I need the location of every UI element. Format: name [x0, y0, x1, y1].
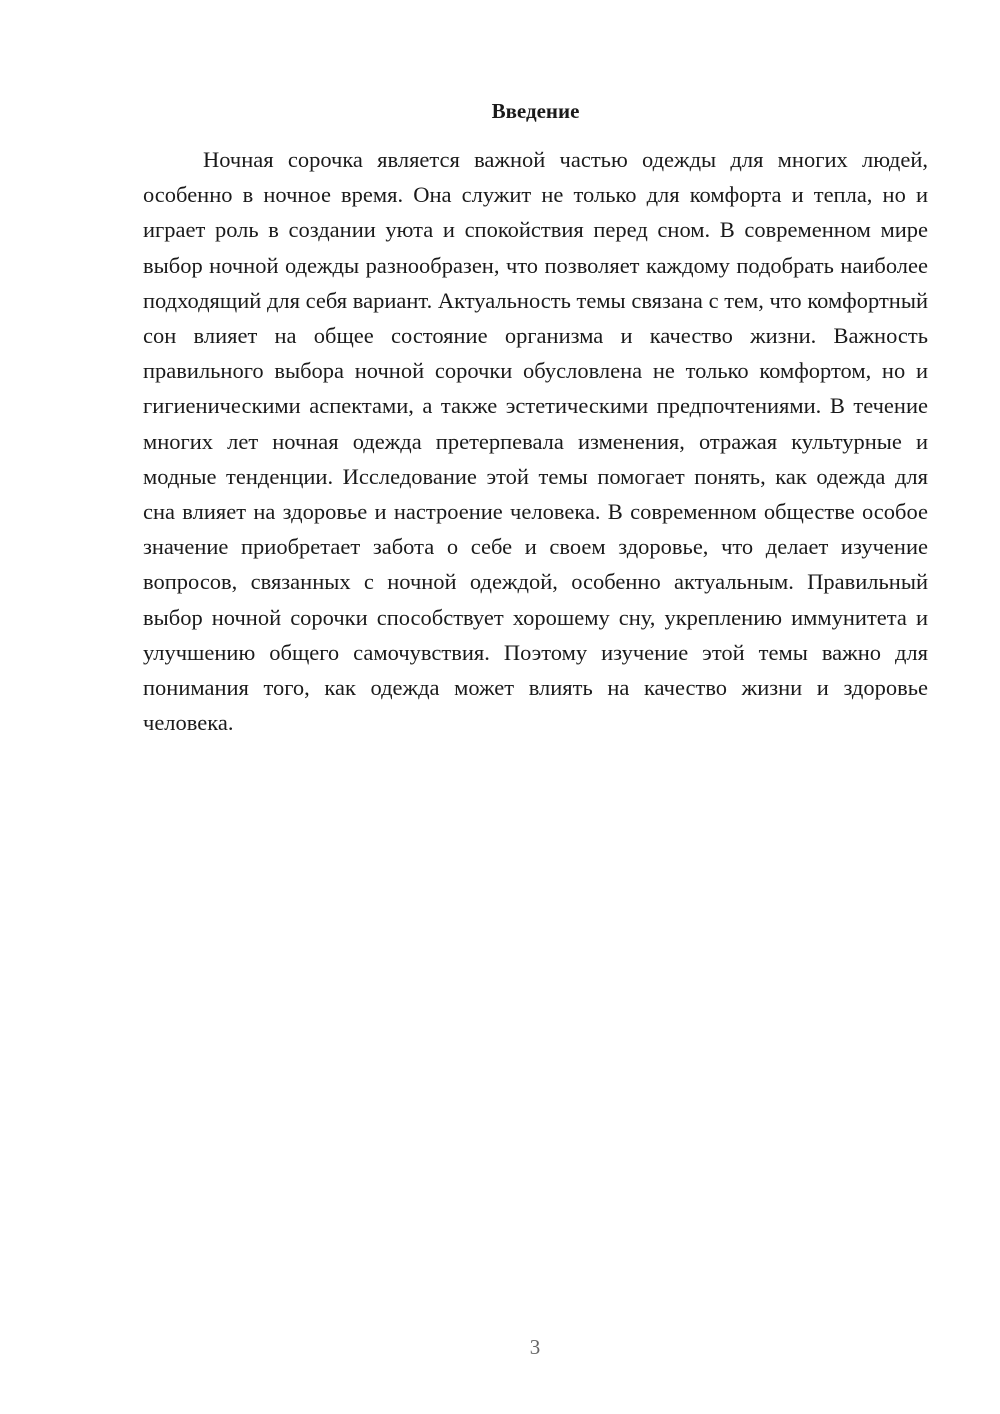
section-heading: Введение [491, 99, 580, 123]
body-paragraph: Ночная сорочка является важной частью одежды для многих людей, особенно в ночное время. Она служит не только для комфорта и тепла, но и играет роль в создании уюта и спокойствия перед сном. В современном мире выбор ночной одежды разнообразен, что позволяет каждому подобрать наиболее подходящий для себя вариант. Актуальность темы связана с тем, что комфортный сон влияет на общее состояние организма и качество жизни. Важность правильного выбора ночной сорочки обусловлена не только комфортом, но и гигиеническими аспектами, а также эстетическими предпочтениями. В течение многих лет ночная одежда претерпевала изменения, отражая культурные и модные тенденции. Исследование этой темы помогает понять, как одежда для сна влияет на здоровье и настроение человека. В современном обществе особое значение приобретает забота о себе и своем здоровье, что делает изучение вопросов, связанных с ночной одеждой, особенно актуальным. Правильный выбор ночной сорочки способствует хорошему сну, укреплению иммунитета и улучшению общего самочувствия. Поэтому изучение этой темы важно для понимания того, как одежда может влиять на качество жизни и здоровье человека. [143, 147, 928, 736]
page-number: 3 [529, 1335, 541, 1359]
